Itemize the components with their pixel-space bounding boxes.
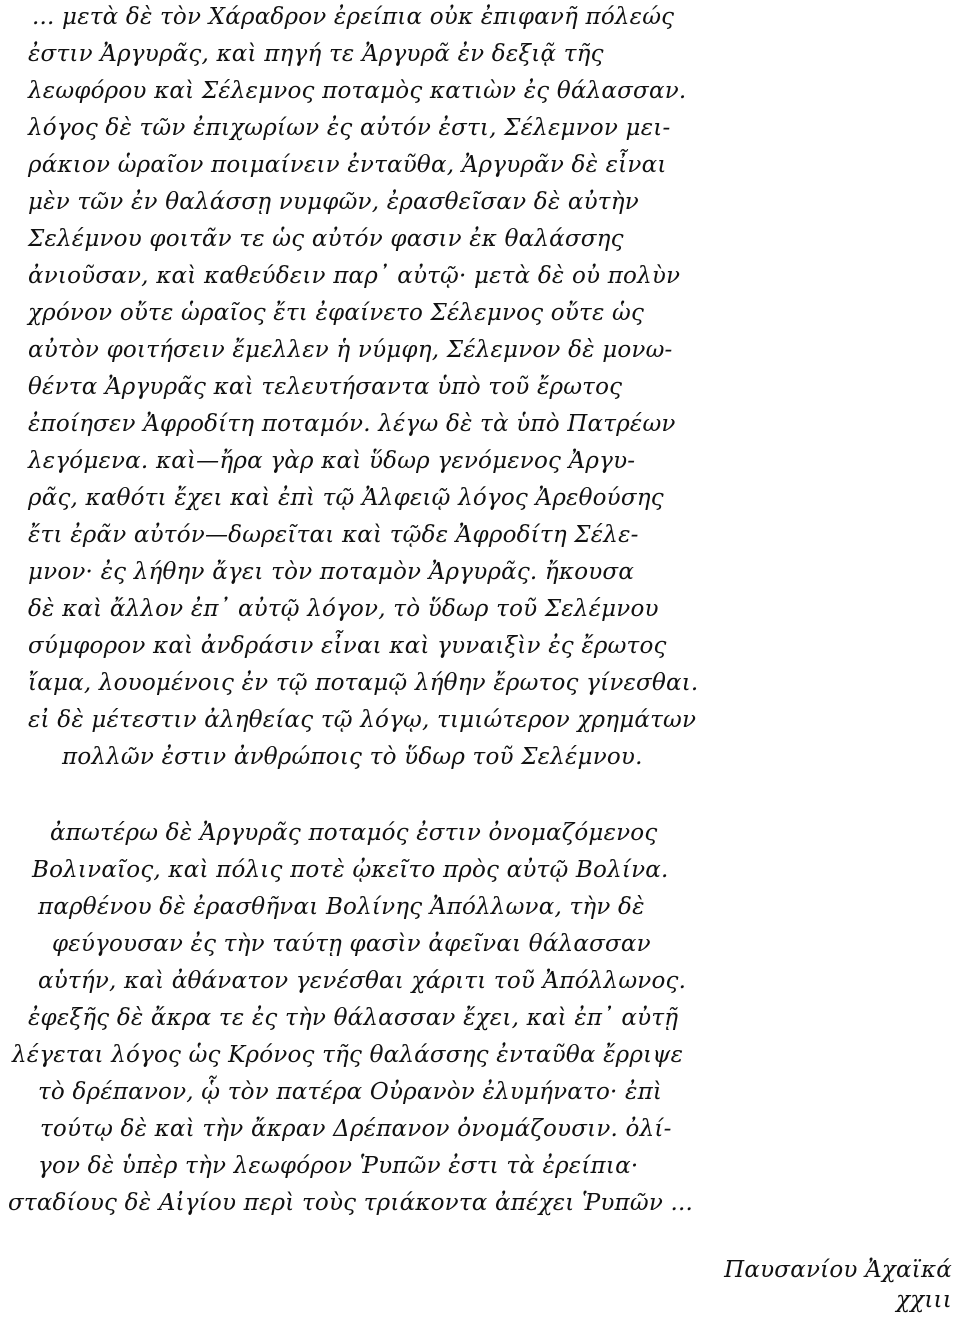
stanza-2-line-2: Βολιναῖος, καὶ πόλις ποτὲ ᾠκεῖτο πρὸς αὐτῷ Βολίνα. [32, 857, 669, 883]
stanza-1-line-11: θέντα Ἀργυρᾶς καὶ τελευτήσαντα ὑπὸ τοῦ ἔρωτος [28, 374, 623, 400]
stanza-2-line-7: λέγεται λόγος ὡς Κρόνος τῆς θαλάσσης ἐνταῦθα ἔρριψε [12, 1042, 684, 1068]
stanza-1-line-4: λόγος δὲ τῶν ἐπιχωρίων ἐς αὐτόν ἐστι, Σέλεμνον μει- [28, 115, 671, 141]
stanza-1-line-3: λεωφόρου καὶ Σέλεμνος ποταμὸς κατιὼν ἐς θάλασσαν. [28, 78, 687, 104]
stanza-2-line-8: τὸ δρέπανον, ᾧ τὸν πατέρα Οὐρανὸν ἐλυμήνατο· ἐπὶ [38, 1079, 663, 1105]
stanza-1-line-8: ἀνιοῦσαν, καὶ καθεύδειν παρ᾽ αὐτῷ· μετὰ δὲ οὐ πολὺν [28, 263, 681, 289]
stanza-1-line-2: ἐστιν Ἀργυρᾶς, καὶ πηγή τε Ἀργυρᾶ ἐν δεξιᾷ τῆς [28, 41, 604, 67]
stanza-1-line-18: σύμφορον καὶ ἀνδράσιν εἶναι καὶ γυναιξὶν ἐς ἔρωτος [28, 633, 667, 659]
stanza-2-line-6: ἐφεξῆς δὲ ἄκρα τε ἐς τὴν θάλασσαν ἔχει, καὶ ἐπ᾽ αὐτῇ [28, 1005, 679, 1031]
stanza-2-line-5: αὑτήν, καὶ ἀθάνατον γενέσθαι χάριτι τοῦ Ἀπόλλωνος. [38, 968, 687, 994]
stanza-2-line-9: τούτῳ δὲ καὶ τὴν ἄκραν Δρέπανον ὀνομάζουσιν. ὀλί- [40, 1116, 672, 1142]
stanza-1-line-5: ράκιον ὡραῖον ποιμαίνειν ἐνταῦθα, Ἀργυρᾶν δὲ εἶναι [28, 152, 667, 178]
stanza-1-line-9: χρόνον οὔτε ὡραῖος ἔτι ἐφαίνετο Σέλεμνος οὔτε ὡς [28, 300, 645, 326]
stanza-1-line-13: λεγόμενα. καὶ—ἤρα γὰρ καὶ ὕδωρ γενόμενος Ἀργυ- [28, 448, 636, 474]
stanza-2-line-3: παρθένου δὲ ἐρασθῆναι Βολίνης Ἀπόλλωνα, τὴν δὲ [38, 894, 645, 920]
stanza-1-line-12: ἐποίησεν Ἀφροδίτη ποταμόν. λέγω δὲ τὰ ὑπὸ Πατρέων [28, 411, 676, 437]
stanza-1-line-21: πολλῶν ἐστιν ἀνθρώποις τὸ ὕδωρ τοῦ Σελέμνου. [62, 744, 643, 770]
stanza-1-line-17: δὲ καὶ ἄλλον ἐπ᾽ αὐτῷ λόγον, τὸ ὕδωρ τοῦ Σελέμνου [28, 596, 659, 622]
stanza-2-line-1: ἀπωτέρω δὲ Ἀργυρᾶς ποταμός ἐστιν ὀνομαζόμενος [50, 820, 658, 846]
attribution-section: χχιιι [896, 1287, 952, 1313]
stanza-2-line-4: φεύγουσαν ἐς τὴν ταύτῃ φασὶν ἀφεῖναι θάλασσαν [52, 931, 651, 957]
stanza-2-line-10: γον δὲ ὑπὲρ τὴν λεωφόρον Ῥυπῶν ἐστι τὰ ἐρείπια· [38, 1153, 639, 1179]
stanza-1-line-10: αὐτὸν φοιτήσειν ἔμελλεν ἡ νύμφη, Σέλεμνον δὲ μονω- [28, 337, 673, 363]
stanza-1-line-15: ἔτι ἐρᾶν αὐτόν—δωρεῖται καὶ τῷδε Ἀφροδίτη Σέλε- [28, 522, 639, 548]
stanza-1-line-19: ἴαμα, λουομένοις ἐν τῷ ποταμῷ λήθην ἔρωτος γίνεσθαι. [28, 670, 699, 696]
stanza-1-line-20: εἰ δὲ μέτεστιν ἀληθείας τῷ λόγῳ, τιμιώτερον χρημάτων [28, 707, 697, 733]
stanza-1-line-7: Σελέμνου φοιτᾶν τε ὡς αὐτόν φασιν ἐκ θαλάσσης [28, 226, 624, 252]
stanza-1-line-1: ... μετὰ δὲ τὸν Χάραδρον ἐρείπια οὐκ ἐπιφανῆ πόλεώς [32, 4, 675, 30]
attribution-author: Παυσανίου Ἀχαϊκά [724, 1257, 952, 1283]
stanza-1-line-16: μνον· ἐς λήθην ἄγει τὸν ποταμὸν Ἀργυρᾶς. ἤκουσα [28, 559, 635, 585]
stanza-1-line-14: ρᾶς, καθότι ἔχει καὶ ἐπὶ τῷ Ἀλφειῷ λόγος Ἀρεθούσης [28, 485, 664, 511]
attribution [724, 1255, 952, 1315]
stanza-2-line-11: σταδίους δὲ Αἰγίου περὶ τοὺς τριάκοντα ἀπέχει Ῥυπῶν ... [8, 1190, 694, 1216]
stanza-1-line-6: μὲν τῶν ἐν θαλάσσῃ νυμφῶν, ἐρασθεῖσαν δὲ αὐτὴν [28, 189, 639, 215]
